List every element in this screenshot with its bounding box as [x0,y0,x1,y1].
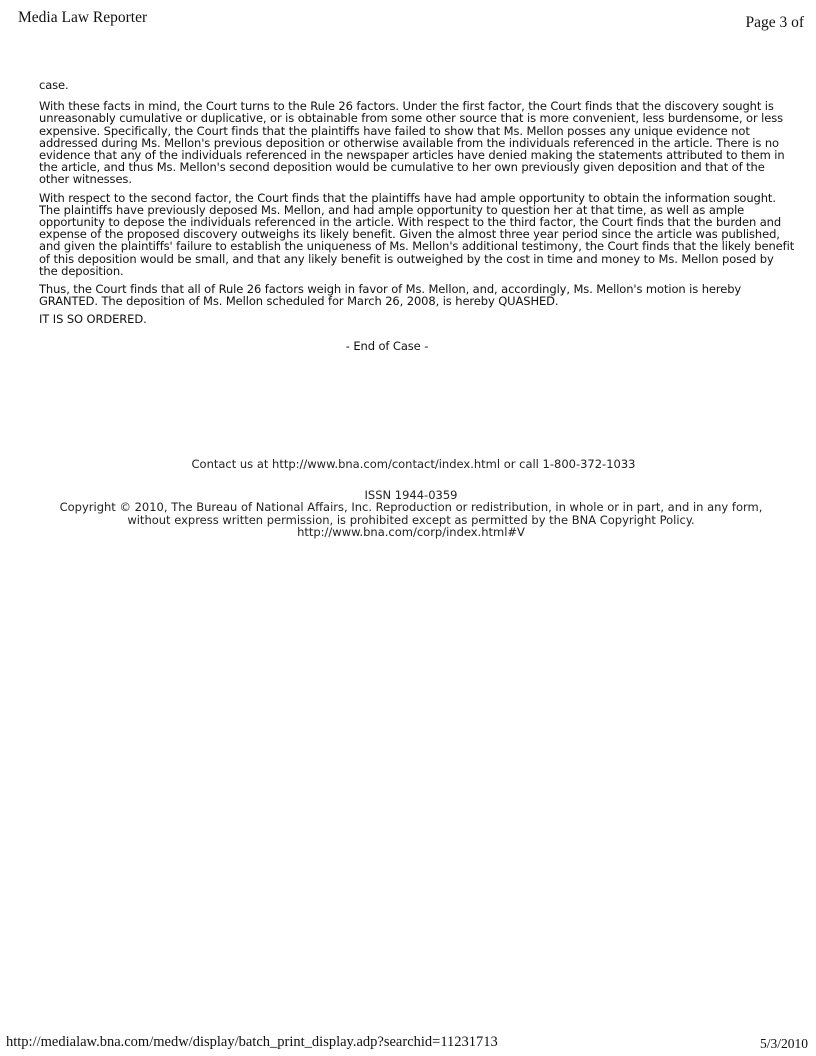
contact-phone: or call 1-800-372-1033 [500,457,636,471]
contact-link[interactable]: http://www.bna.com/contact/index.html [272,457,501,471]
print-footer-url: http://medialaw.bna.com/medw/display/batch_print_display.adp?searchid=11231713 [6,1034,498,1050]
page-footer [28,458,794,539]
copyright-line-2: without express written permission, is prohibited except as permitted by the BNA Copyright Policy. [127,512,695,527]
end-of-case-marker: - End of Case - [345,338,429,353]
contact-line [33,458,794,471]
issn-number: ISSN 1944-0359 [364,487,458,502]
paragraph-conclusion: Thus, the Court finds that all of Rule 26 factors weigh in favor of Ms. Mellon, and, accordingly, Ms. Mellon's motion is hereby GRANTED. The deposition of Ms. Mellon scheduled for March 26, 2008, is hereby QUASHED. [39,282,742,309]
paragraph-case-fragment: case. [39,78,69,92]
paragraph-first-factor: With these facts in mind, the Court turns to the Rule 26 factors. Under the first factor, the Court finds that the discovery sought is unreasonably cumulative or duplicative, or is obtainable from some other source that is more convenient, less burdensome, or less expensive. Specifically, the Court finds that the plaintiffs have failed to show that Ms. Mellon posses any unique evidence not addressed during Ms. Mellon's previous deposition or otherwise available from the individuals referenced in the article. There is no evidence that any of the individuals referenced in the newspaper articles have denied making the statements attributed to them in the article, and thus Ms. Mellon's second deposition would be cumulative to her own previously given deposition and that of the other witnesses. [39,99,785,187]
copyright-policy-link[interactable]: http://www.bna.com/corp/index.html#V [297,525,525,539]
case-body [39,79,795,352]
paragraph-second-third-factor: With respect to the second factor, the Court finds that the plaintiffs have had ample opportunity to obtain the information sought. The plaintiffs have previously deposed Ms. Mellon, and had ample opportunity to question her at that time, as well as ample opportunity to depose the individuals referenced in the article. With respect to the third factor, the Court finds that the burden and expense of the proposed discovery outweighs its likely benefit. Given the almost three year period since the article was published, and given the plaintiffs' failure to establish the uniqueness of Ms. Mellon's additional testimony, the Court finds that the likely benefit of this deposition would be small, and that any likely benefit is outweighed by the cost in time and money to Ms. Mellon posed by the deposition. [39,190,795,278]
contact-prefix: Contact us at [191,457,273,471]
copyright-line-1: Copyright © 2010, The Bureau of National Affairs, Inc. Reproduction or redistribution, in whole or in part, and in any form, [59,500,763,514]
print-header-page-number: Page 3 of [745,14,804,31]
paragraph-order: IT IS SO ORDERED. [39,312,147,327]
print-header-title: Media Law Reporter [18,9,148,26]
print-footer-date: 5/3/2010 [759,1036,808,1051]
